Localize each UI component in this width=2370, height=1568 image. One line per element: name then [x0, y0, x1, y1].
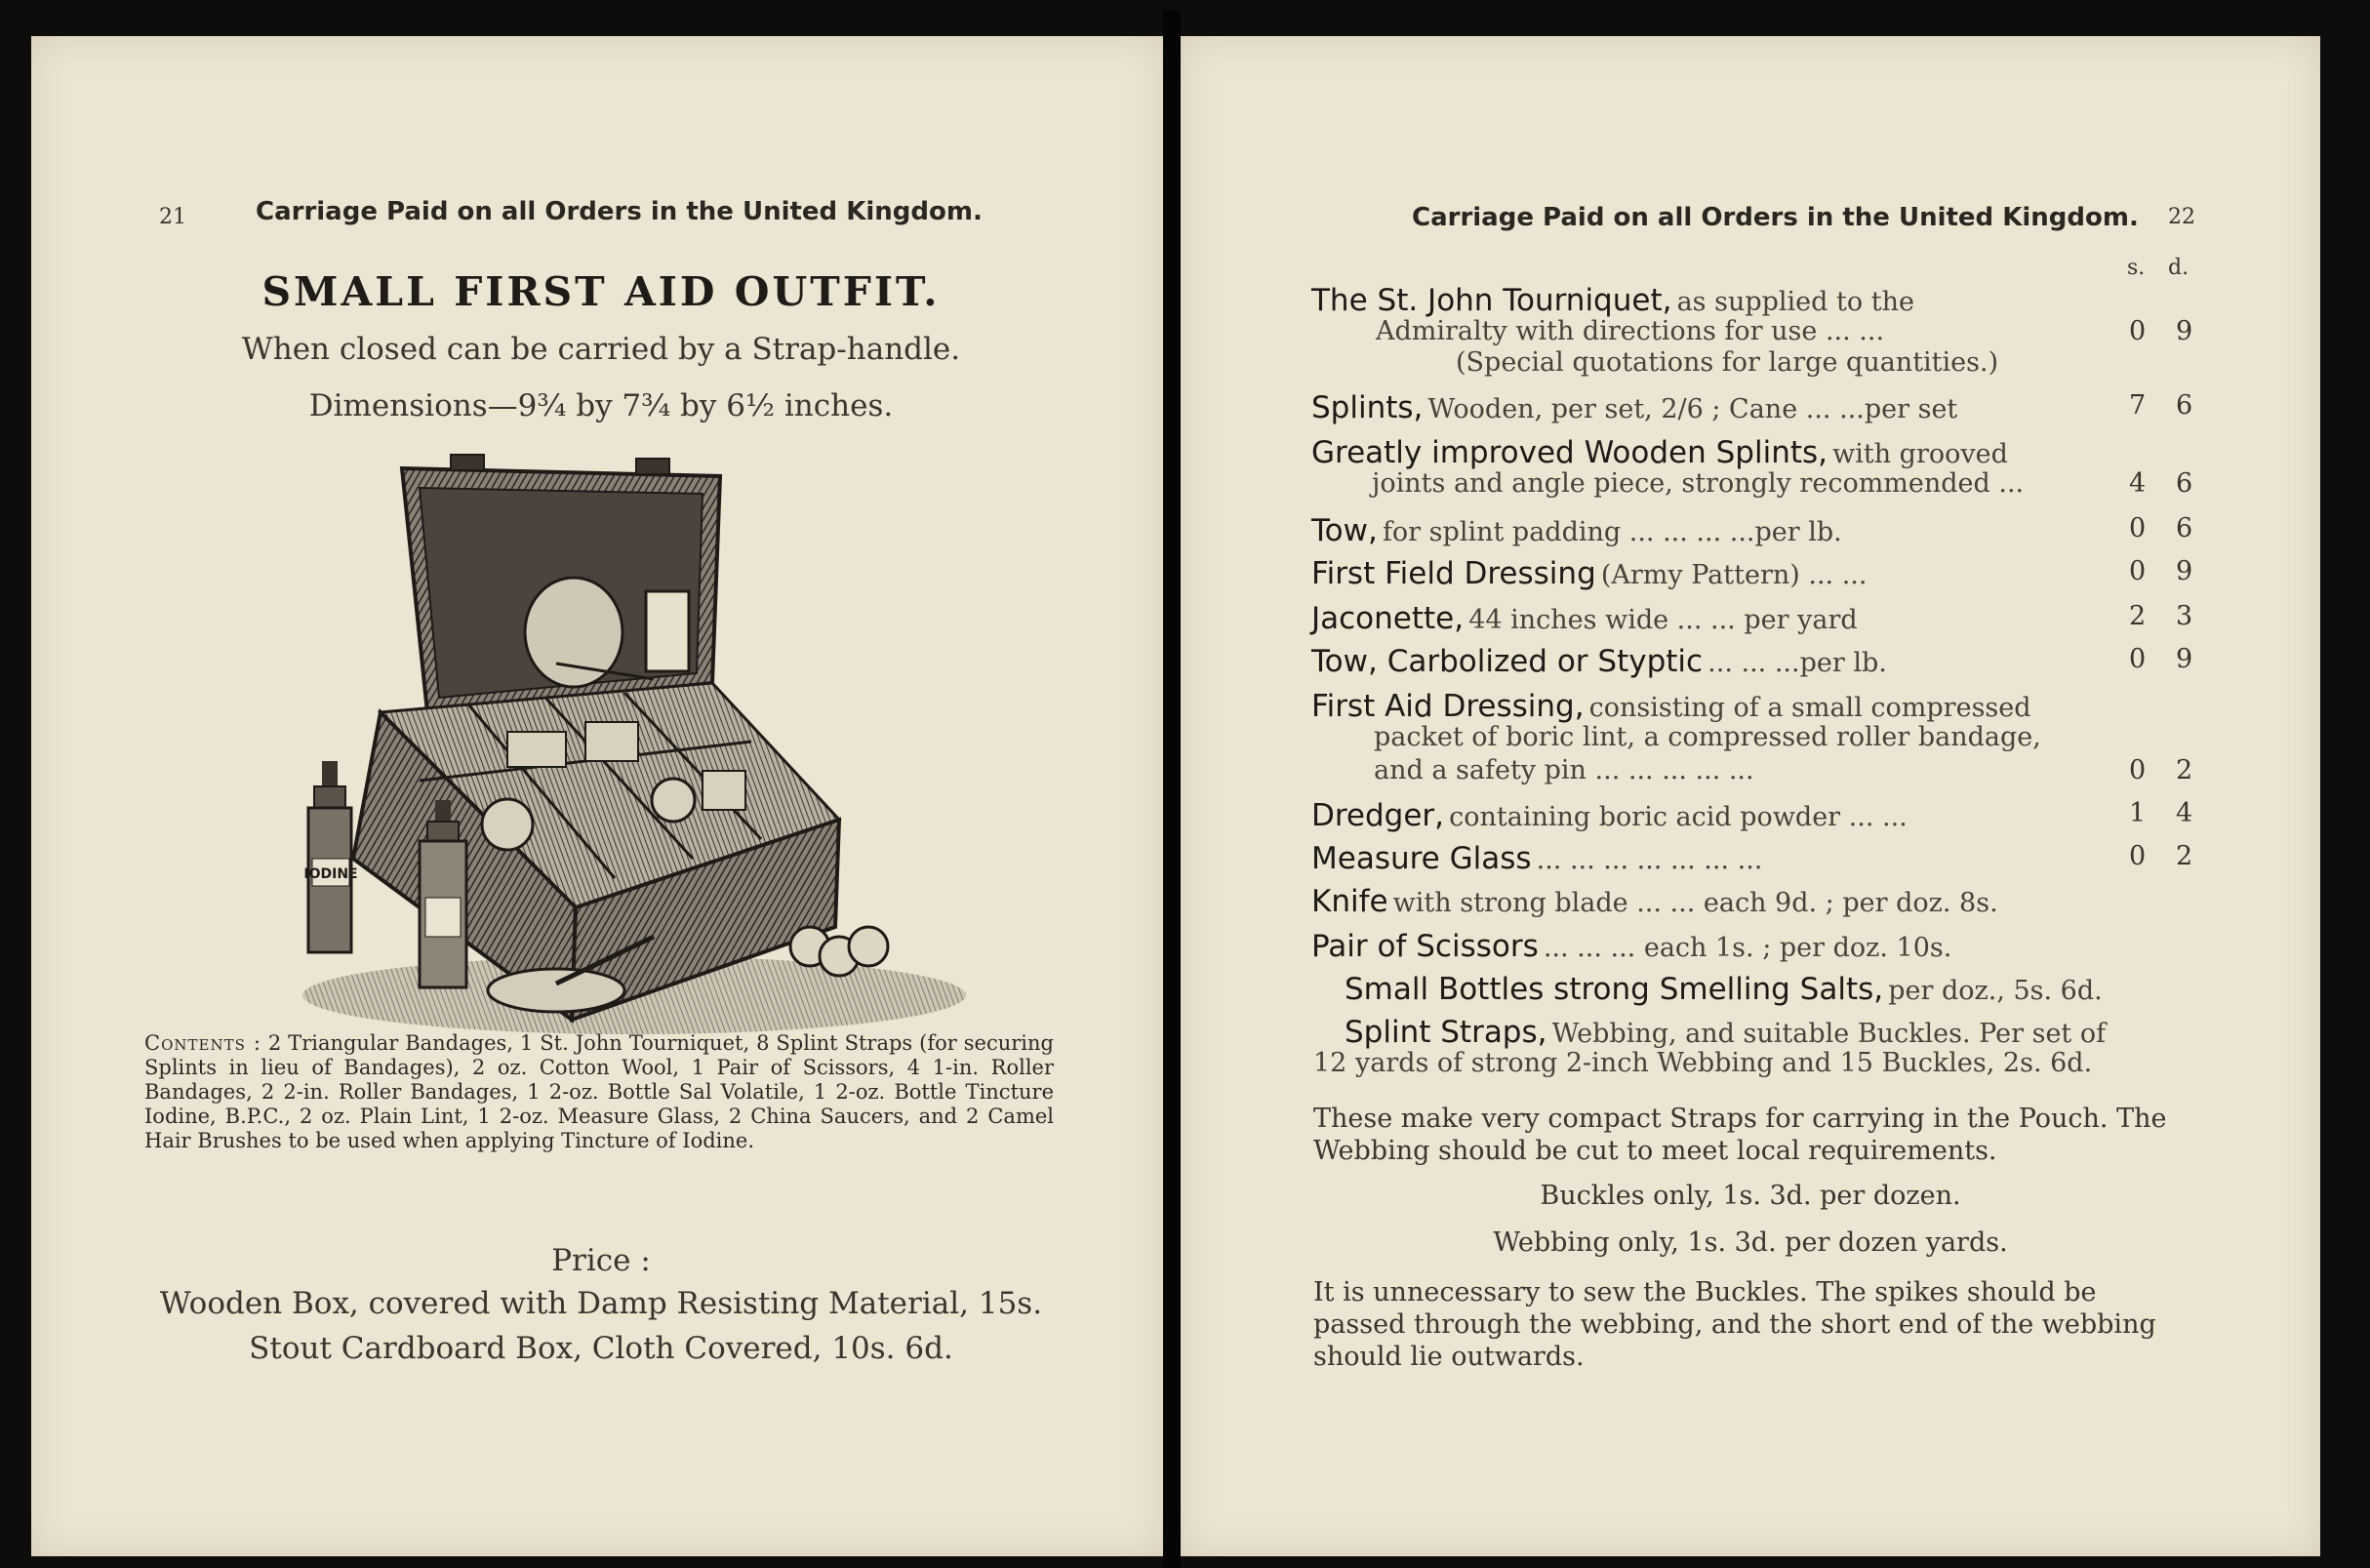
list-item: Knife with strong blade ... ... each 9d. ; per doz. 8s.: [1311, 884, 1998, 919]
price-shillings: 1: [2129, 798, 2147, 828]
left-page-number: 21: [159, 205, 186, 229]
price-shillings: 0: [2129, 644, 2147, 674]
contents-text: 2 Triangular Bandages, 1 St. John Tourniquet, 8 Splint Straps (for securing Splints in lieu of Bandages), 2 oz. Cotton Wool, 1 Pair of Scissors, 4 1-in. Roller Bandages, 2 2-in. Roller Bandages, 1 2-oz. Bottle Sal Volatile, 1 2-oz. Bottle Tincture Iodine, B.P.C., 2 oz. Plain Lint, 1 2-oz. Measure Glass, 2 China Saucers, and 2 Camel Hair Brushes to be used when applying Tincture of Iodine.: [144, 1031, 1054, 1152]
list-item-continuation: 12 yards of strong 2-inch Webbing and 15 Buckles, 2s. 6d.: [1313, 1048, 2093, 1078]
list-item: Tow, Carbolized or Styptic ... ... ...per lb.: [1311, 644, 1887, 679]
price-pence: 3: [2176, 601, 2193, 631]
list-item: Splints, Wooden, per set, 2/6 ; Cane ... ...per set: [1311, 390, 1958, 425]
list-item-continuation: packet of boric lint, a compressed roller bandage,: [1374, 722, 2041, 752]
webbing-price: Webbing only, 1s. 3d. per dozen yards.: [1493, 1227, 2008, 1258]
price-shillings: 0: [2129, 316, 2147, 346]
price-shillings: 7: [2129, 390, 2147, 421]
contents-paragraph: [144, 1031, 1054, 1153]
price-pence: 6: [2176, 468, 2193, 499]
right-page-number: 22: [2168, 205, 2195, 229]
list-item-continuation: and a safety pin ... ... ... ... ...: [1374, 755, 1754, 785]
price-label: Price :: [551, 1243, 651, 1278]
price-shillings: 0: [2129, 513, 2147, 543]
first-aid-box-illustration: [263, 449, 976, 1044]
price-shillings: 0: [2129, 556, 2147, 586]
contents-label: Contents :: [144, 1031, 261, 1055]
list-item: Splint Straps, Webbing, and suitable Buckles. Per set of: [1345, 1015, 2107, 1050]
price-pence: 2: [2176, 841, 2193, 871]
list-item: Measure Glass ... ... ... ... ... ... ...: [1311, 841, 1763, 876]
buckles-price: Buckles only, 1s. 3d. per dozen.: [1540, 1181, 1961, 1211]
list-item-continuation: (Special quotations for large quantities.): [1456, 347, 1999, 378]
list-item: Jaconette, 44 inches wide ... ... per yard: [1311, 601, 1858, 636]
list-item: Dredger, containing boric acid powder ... ...: [1311, 798, 1908, 833]
price-cardboard-box: Stout Cardboard Box, Cloth Covered, 10s. 6d.: [249, 1331, 953, 1366]
shillings-column-heading: s.: [2127, 256, 2146, 280]
list-item: The St. John Tourniquet, as supplied to the: [1311, 283, 1914, 318]
list-item: Pair of Scissors ... ... ... each 1s. ; per doz. 10s.: [1311, 929, 1952, 964]
price-pence: 6: [2176, 390, 2193, 421]
price-pence: 2: [2176, 755, 2193, 785]
list-item: First Field Dressing (Army Pattern) ... ...: [1311, 556, 1868, 591]
subtitle-strap-handle: When closed can be carried by a Strap-handle.: [241, 332, 961, 367]
price-pence: 9: [2176, 644, 2193, 674]
price-pence: 6: [2176, 513, 2193, 543]
price-wooden-box: Wooden Box, covered with Damp Resisting Material, 15s.: [159, 1286, 1043, 1321]
list-item: Greatly improved Wooden Splints, with grooved: [1311, 435, 2008, 470]
right-page-header: Carriage Paid on all Orders in the United Kingdom.: [1412, 203, 2139, 232]
webbing-note: These make very compact Straps for carrying in the Pouch. The Webbing should be cut to meet local requirements.: [1313, 1104, 2167, 1166]
price-shillings: 4: [2129, 468, 2147, 499]
price-shillings: 0: [2129, 755, 2147, 785]
list-item-continuation: joints and angle piece, strongly recommended ...: [1372, 468, 2025, 499]
price-shillings: 2: [2129, 601, 2147, 631]
iodine-label: IODINE: [303, 866, 358, 882]
price-pence: 9: [2176, 316, 2193, 346]
list-item-continuation: Admiralty with directions for use ... ...: [1376, 316, 1885, 346]
price-pence: 4: [2176, 798, 2193, 828]
pence-column-heading: d.: [2168, 256, 2189, 280]
left-page-header: Carriage Paid on all Orders in the United Kingdom.: [256, 197, 983, 226]
list-item: Small Bottles strong Smelling Salts, per doz., 5s. 6d.: [1345, 972, 2103, 1007]
list-item: Tow, for splint padding ... ... ... ...per lb.: [1311, 513, 1842, 548]
price-pence: 9: [2176, 556, 2193, 586]
subtitle-dimensions: Dimensions—9¾ by 7¾ by 6½ inches.: [308, 388, 894, 423]
price-shillings: 0: [2129, 841, 2147, 871]
page-title: SMALL FIRST AID OUTFIT.: [261, 268, 941, 315]
buckles-instruction: It is unnecessary to sew the Buckles. The spikes should be passed through the webbing, and the short end of the webbing should lie outwards.: [1313, 1277, 2156, 1372]
list-item: First Aid Dressing, consisting of a small compressed: [1311, 689, 2031, 724]
